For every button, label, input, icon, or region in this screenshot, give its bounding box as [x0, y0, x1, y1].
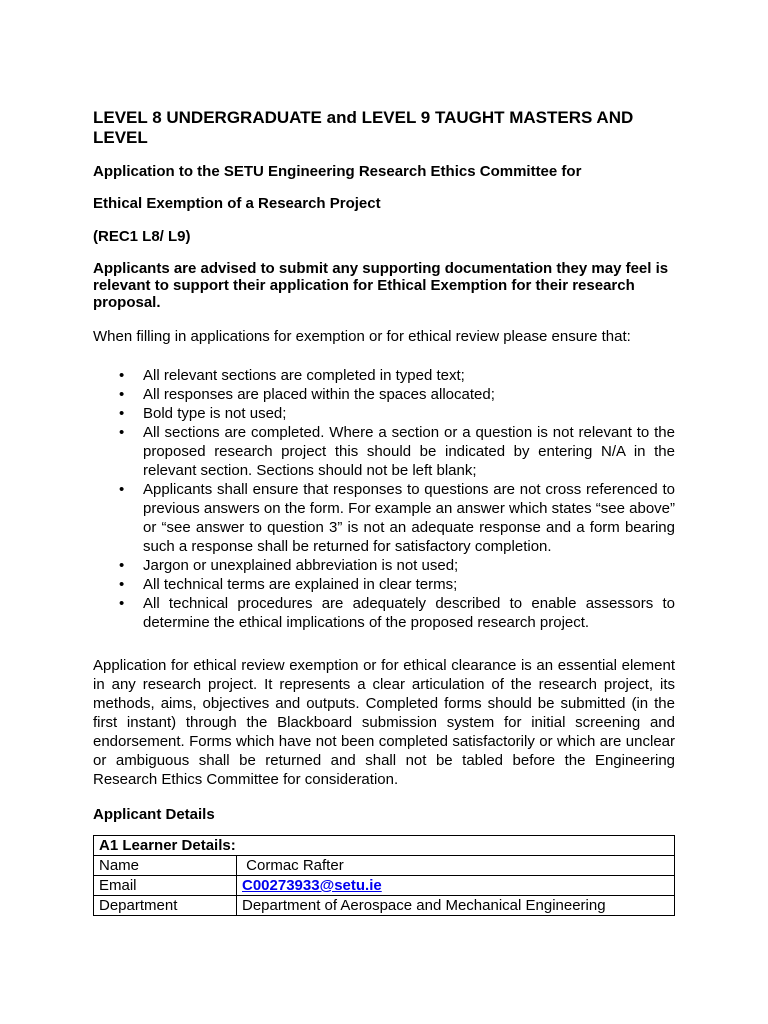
form-code: (REC1 L8/ L9) — [93, 228, 191, 245]
bullet-icon: • — [119, 557, 125, 574]
bullet-icon: • — [119, 405, 125, 422]
email-value — [237, 876, 675, 896]
list-item — [93, 385, 675, 404]
advice-paragraph: Applicants are advised to submit any supporting documentation they may feel is relevant to support their application for Ethical Exemption for their research proposal. — [93, 260, 669, 311]
bullet-icon: • — [119, 595, 125, 612]
table-row — [94, 896, 675, 916]
list-item — [93, 480, 675, 556]
requirements-list — [93, 366, 675, 632]
list-item-text: Bold type is not used; — [143, 405, 287, 422]
bullet-icon: • — [119, 424, 125, 441]
table-row — [94, 856, 675, 876]
list-item — [93, 575, 675, 594]
list-item-text: All technical procedures are adequately described to enable assessors to determine the ethical implications of the proposed research project. — [143, 595, 675, 631]
list-item-text: All technical terms are explained in clear terms; — [143, 576, 458, 593]
applicant-details-heading: Applicant Details — [93, 806, 215, 823]
table-header-row — [94, 836, 675, 856]
list-item-text: Applicants shall ensure that responses to questions are not cross referenced to previous answers on the form. For example an answer which states “see above” or “see answer to question 3” is not an adequate response and a form bearing such a response shall be returned for satisfactory completion. — [143, 481, 675, 555]
list-item-text: Jargon or unexplained abbreviation is not used; — [143, 557, 459, 574]
name-label: Name — [94, 856, 237, 876]
heading-exemption: Ethical Exemption of a Research Project — [93, 195, 381, 212]
list-item — [93, 556, 675, 575]
learner-details-table — [93, 835, 675, 916]
department-label: Department — [94, 896, 237, 916]
body-paragraph: Application for ethical review exemption or for ethical clearance is an essential element in any research project. It represents a clear articulation of the research project, its methods, aims, objectives and outputs. Completed forms should be submitted (in the first instant) through the Blackboard submission system for initial screening and endorsement. Forms which have not been completed satisfactorily or which are unclear or ambiguous shall be returned and shall not be tabled before the Engineering Research Ethics Committee for consideration. — [93, 657, 675, 788]
list-item-text: All sections are completed. Where a section or a question is not relevant to the proposed research project this should be indicated by entering N/A in the relevant section. Sections should not be left blank; — [143, 424, 675, 479]
list-item — [93, 594, 675, 632]
bullet-icon: • — [119, 576, 125, 593]
list-item-text: All responses are placed within the spaces allocated; — [143, 386, 495, 403]
intro-text: When filling in applications for exemption or for ethical review please ensure that: — [93, 328, 631, 345]
document-title: LEVEL 8 UNDERGRADUATE and LEVEL 9 TAUGHT MASTERS AND LEVEL — [93, 108, 634, 147]
list-item-text: All relevant sections are completed in typed text; — [143, 367, 465, 384]
bullet-icon: • — [119, 367, 125, 384]
table-row — [94, 876, 675, 896]
name-value: Cormac Rafter — [237, 856, 675, 876]
email-link[interactable]: C00273933@setu.ie — [242, 877, 382, 894]
heading-application: Application to the SETU Engineering Research Ethics Committee for — [93, 163, 582, 180]
email-label: Email — [94, 876, 237, 896]
table-header: A1 Learner Details: — [94, 836, 675, 856]
list-item — [93, 366, 675, 385]
list-item — [93, 423, 675, 480]
bullet-icon: • — [119, 386, 125, 403]
department-value: Department of Aerospace and Mechanical Engineering — [237, 896, 675, 916]
bullet-icon: • — [119, 481, 125, 498]
list-item — [93, 404, 675, 423]
